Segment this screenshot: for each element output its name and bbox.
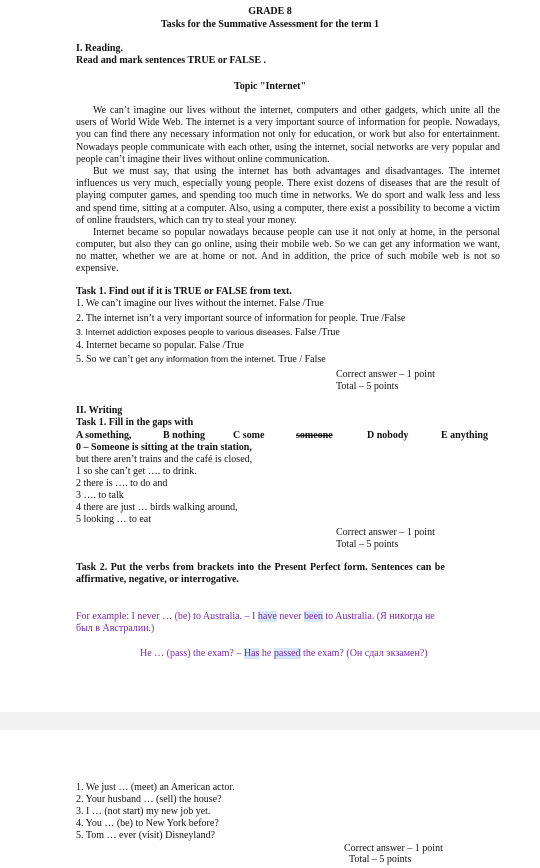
statement-text: get any information from the internet. bbox=[135, 354, 276, 364]
option-e: E anything bbox=[441, 430, 488, 441]
exercise-item: 5. Tom … ever (visit) Disneyland? bbox=[76, 830, 216, 841]
grade-heading: GRADE 8 bbox=[248, 6, 292, 17]
reading-paragraph: We can’t imagine our lives without the internet, computers and other gadgets, which unite all the users of World Wide Web. The internet is a very important source of information for people. Nowadays, you can find there any necessary information not only for education, or work but also for entertainment. Nowadays people communicate with each other, using the internet, social networks are very popular and people can’t imagine their lives without online communication. bbox=[76, 105, 500, 165]
example-sentence-2 bbox=[140, 648, 428, 660]
statement-item bbox=[76, 327, 340, 339]
reading-paragraph: But we must say, that using the internet has both advantages and disadvantages. The internet influences us very much, especially young people. There exist dozens of diseases that are the result of playing computer games, and spending too much time in networks. We do sport and walk less and less and spend time, sitting at a computer. Also, using a computer, there exist a possibility to become a victim of online fraudsters, which can try to steal your money. bbox=[76, 165, 500, 226]
example-text: the exam? (Он сдал экзамен?) bbox=[300, 648, 428, 659]
statement-choice: True / False bbox=[275, 354, 326, 365]
example-text: he bbox=[259, 648, 274, 659]
option-b: B nothing bbox=[163, 430, 205, 441]
gap-item: 3 …. to talk bbox=[76, 490, 124, 501]
score-total: Total – 5 points bbox=[336, 539, 399, 550]
highlighted-word: have bbox=[257, 611, 277, 622]
exercise-item: 2. Your husband … (sell) the house? bbox=[76, 794, 222, 805]
statement-item: 4. Internet became so popular. False /True bbox=[76, 340, 244, 351]
gap-item: 4 there are just … birds walking around, bbox=[76, 502, 238, 513]
document-subtitle: Tasks for the Summative Assessment for the term 1 bbox=[160, 19, 380, 30]
statement-item: 2. The internet isn’t a very important source of information for people. True /False bbox=[76, 313, 406, 324]
option-c: C some bbox=[233, 430, 265, 441]
score-total: Total – 5 points bbox=[349, 854, 412, 865]
score-total: Total – 5 points bbox=[336, 381, 399, 392]
statement-text: 3. Internet addiction exposes people to various diseases. bbox=[76, 327, 293, 337]
score-correct: Correct answer – 1 point bbox=[336, 527, 435, 538]
statement-choice: False /True bbox=[292, 327, 340, 338]
gap-item: 1 so she can’t get …. to drink. bbox=[76, 466, 197, 477]
writing-section-title: II. Writing bbox=[76, 405, 123, 416]
example-text: He … (pass) the exam? – bbox=[140, 648, 244, 659]
option-crossed-out: someone bbox=[296, 430, 333, 441]
statement-head: 5. So we can’t bbox=[76, 354, 136, 365]
highlighted-word: Has bbox=[243, 648, 260, 659]
gap-text-line: but there aren’t trains and the café is closed, bbox=[76, 454, 253, 465]
writing-task1-title: Task 1. Fill in the gaps with bbox=[76, 417, 194, 428]
statement-item bbox=[76, 354, 326, 366]
example-text: For example: I never … (be) to Australia. – I bbox=[76, 611, 258, 622]
example-text: never bbox=[276, 611, 304, 622]
highlighted-word: passed bbox=[273, 648, 301, 659]
reading-topic: Topic "Internet" bbox=[233, 81, 307, 92]
reading-task-title: Task 1. Find out if it is TRUE or FALSE from text. bbox=[76, 286, 292, 297]
example-text: to Australia. (Я никогда не bbox=[322, 611, 435, 622]
highlighted-word: been bbox=[304, 611, 323, 622]
gap-item: 2 there is …. to do and bbox=[76, 478, 168, 489]
exercise-item: 1. We just … (meet) an American actor. bbox=[76, 782, 235, 793]
statement-item: 1. We can’t imagine our lives without the internet. False /True bbox=[76, 298, 324, 309]
document-page-2 bbox=[0, 730, 540, 868]
reading-instruction: Read and mark sentences TRUE or FALSE . bbox=[76, 55, 267, 66]
option-d: D nobody bbox=[367, 430, 409, 441]
example-sentence-1-cont: был в Австралии.) bbox=[76, 623, 155, 634]
score-correct: Correct answer – 1 point bbox=[336, 369, 435, 380]
reading-section-title: I. Reading. bbox=[76, 43, 123, 54]
writing-task2-title: Task 2. Put the verbs from brackets into the Present Perfect form. Sentences can be bbox=[76, 562, 445, 573]
option-a: A something, bbox=[76, 430, 132, 441]
exercise-item: 4. You … (be) to New York before? bbox=[76, 818, 219, 829]
writing-task2-title-cont: affirmative, negative, or interrogative. bbox=[76, 574, 239, 585]
reading-paragraph: Internet became so popular nowadays because people can use it not only at home, in the personal computer, but also they can go online, using their mobile web. So we can get any information we want, no matter, whether we are at home or not. And in addition, the price of such mobile web is not so expensive. bbox=[76, 226, 500, 275]
score-correct: Correct answer – 1 point bbox=[344, 843, 443, 854]
reading-text bbox=[76, 105, 500, 276]
gap-item: 5 looking … to eat bbox=[76, 514, 151, 525]
gap-example: 0 – Someone is sitting at the train station, bbox=[76, 442, 252, 453]
example-sentence-1 bbox=[76, 611, 435, 623]
exercise-item: 3. I … (not start) my new job yet. bbox=[76, 806, 211, 817]
